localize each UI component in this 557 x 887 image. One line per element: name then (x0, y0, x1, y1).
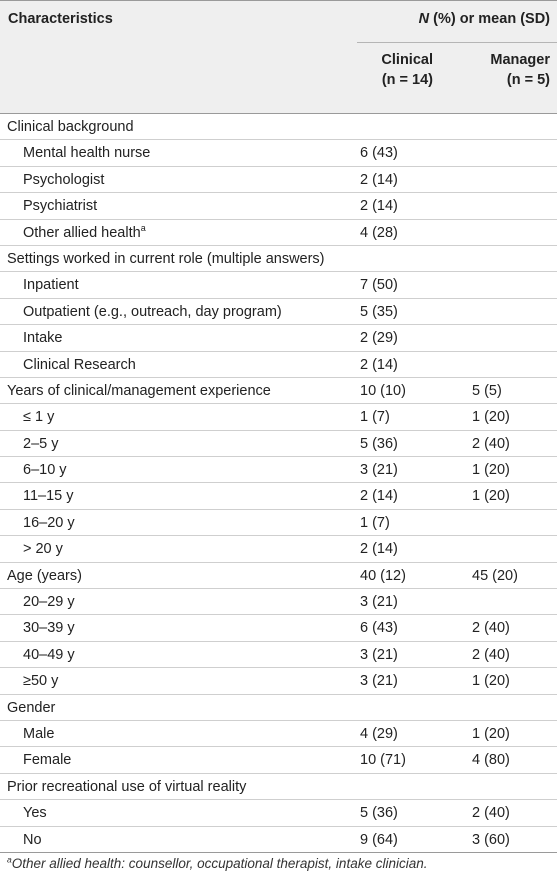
manager-value: 2 (40) (472, 620, 510, 637)
clinical-value: 2 (14) (360, 198, 398, 215)
clinical-value: 4 (28) (360, 224, 398, 241)
manager-value: 2 (40) (472, 646, 510, 663)
header-characteristics: Characteristics (8, 11, 113, 27)
row-label (23, 357, 136, 373)
row-label (23, 832, 42, 848)
table-row (0, 220, 557, 246)
clinical-value: 10 (71) (360, 752, 406, 769)
row-label-text: 30–39 y (23, 620, 75, 637)
clinical-value: 5 (35) (360, 303, 398, 320)
clinical-value: 9 (64) (360, 831, 398, 848)
row-label (23, 462, 67, 478)
table-row (0, 193, 557, 219)
row-label (23, 172, 104, 188)
row-label-text: > 20 y (23, 541, 63, 558)
row-label-text: 40–49 y (23, 646, 75, 663)
row-label (23, 752, 71, 768)
clinical-value: 3 (21) (360, 646, 398, 663)
header-span-rule (357, 42, 557, 43)
manager-value: 1 (20) (472, 409, 510, 426)
table-row (0, 352, 557, 378)
manager-value: 5 (5) (472, 382, 502, 399)
row-label (23, 726, 54, 742)
row-label (23, 594, 75, 610)
row-label-text: Psychologist (23, 171, 105, 188)
row-label-superscript: a (140, 222, 146, 233)
table-row (0, 774, 557, 800)
header-manager (450, 50, 550, 90)
table-row (0, 272, 557, 298)
table-row (0, 642, 557, 668)
table-row (0, 483, 557, 509)
row-label (23, 620, 75, 636)
row-label-text: Gender (7, 699, 56, 716)
footnote-marker: a (7, 854, 12, 865)
row-label (23, 145, 150, 161)
clinical-value: 2 (14) (360, 171, 398, 188)
manager-value: 1 (20) (472, 725, 510, 742)
manager-value: 45 (20) (472, 567, 518, 584)
clinical-value: 2 (14) (360, 488, 398, 505)
row-label (23, 409, 54, 425)
row-label-text: ≤ 1 y (23, 409, 55, 426)
table-header (0, 0, 557, 114)
manager-value: 1 (20) (472, 462, 510, 479)
row-label-text: 20–29 y (23, 594, 75, 611)
row-label-text: Clinical background (7, 119, 134, 135)
clinical-value: 2 (14) (360, 356, 398, 373)
row-label-text: Inpatient (23, 277, 79, 294)
table-row (0, 800, 557, 826)
row-label-text: Male (23, 725, 55, 742)
row-label-text: Other allied health (23, 224, 141, 241)
row-label-text: Psychiatrist (23, 198, 98, 215)
row-label (7, 251, 325, 267)
row-label (23, 277, 79, 293)
table-row (0, 114, 557, 140)
footnote-text: Other allied health: counsellor, occupational therapist, intake clinician. (11, 856, 428, 871)
row-label-text: Clinical Research (23, 356, 136, 373)
table-row (0, 404, 557, 430)
clinical-value: 5 (36) (360, 805, 398, 822)
row-label-text: Yes (23, 805, 47, 822)
table-body (0, 114, 557, 853)
table-row (0, 140, 557, 166)
row-label (23, 515, 75, 531)
row-label (23, 805, 47, 821)
row-label-text: Age (years) (7, 567, 82, 584)
table-row (0, 563, 557, 589)
clinical-value: 5 (36) (360, 435, 398, 452)
manager-value: 4 (80) (472, 752, 510, 769)
table-row (0, 510, 557, 536)
table-row (0, 299, 557, 325)
clinical-value: 4 (29) (360, 725, 398, 742)
row-label-text: Intake (23, 330, 63, 347)
table-row (0, 536, 557, 562)
table-row (0, 325, 557, 351)
manager-value: 3 (60) (472, 831, 510, 848)
table-row (0, 246, 557, 272)
row-label-text: No (23, 831, 42, 848)
header-span-rest: (%) or mean (SD) (429, 11, 550, 27)
row-label (7, 700, 55, 716)
clinical-value: 1 (7) (360, 409, 390, 426)
manager-value: 1 (20) (472, 673, 510, 690)
clinical-value: 1 (7) (360, 514, 390, 531)
table-row (0, 378, 557, 404)
clinical-value: 6 (43) (360, 145, 398, 162)
row-label-text: Prior recreational use of virtual reality (7, 778, 247, 795)
row-label (23, 541, 63, 557)
row-label (7, 119, 134, 135)
header-manager-n: (n = 5) (506, 72, 550, 88)
row-label-text: 6–10 y (23, 462, 67, 479)
row-label-text: Settings worked in current role (multiple answers) (7, 250, 325, 267)
table-footnote (7, 856, 427, 871)
clinical-value: 7 (50) (360, 277, 398, 294)
row-label (23, 222, 146, 241)
row-label-text: Outpatient (e.g., outreach, day program) (23, 303, 282, 320)
clinical-value: 40 (12) (360, 567, 406, 584)
row-label (23, 330, 63, 346)
table-row (0, 747, 557, 773)
row-label (23, 304, 282, 320)
table-row (0, 589, 557, 615)
table-row (0, 695, 557, 721)
manager-value: 1 (20) (472, 488, 510, 505)
clinical-value: 6 (43) (360, 620, 398, 637)
row-label (23, 436, 58, 452)
row-label (7, 779, 246, 795)
manager-value: 2 (40) (472, 805, 510, 822)
clinical-value: 2 (29) (360, 330, 398, 347)
header-manager-name: Manager (490, 52, 550, 68)
header-clinical-n: (n = 14) (381, 72, 433, 88)
clinical-value: 2 (14) (360, 541, 398, 558)
row-label-text: 16–20 y (23, 514, 75, 531)
row-label-text: 11–15 y (23, 488, 74, 505)
clinical-value: 3 (21) (360, 594, 398, 611)
header-clinical (330, 50, 433, 90)
table-row (0, 431, 557, 457)
header-n-symbol: N (418, 11, 430, 27)
manager-value: 2 (40) (472, 435, 510, 452)
row-label (23, 673, 58, 689)
table-row (0, 615, 557, 641)
row-label-text: Years of clinical/management experience (7, 382, 271, 399)
clinical-value: 3 (21) (360, 462, 398, 479)
top-rule (0, 0, 557, 1)
header-clinical-name: Clinical (381, 52, 433, 68)
clinical-value: 3 (21) (360, 673, 398, 690)
row-label (23, 647, 75, 663)
row-label-text: 2–5 y (23, 435, 59, 452)
row-label-text: Female (23, 752, 72, 769)
row-label (23, 488, 74, 504)
table-row (0, 827, 557, 853)
table-row (0, 721, 557, 747)
row-label-text: Mental health nurse (23, 145, 151, 162)
table-row (0, 668, 557, 694)
row-label (23, 198, 97, 214)
table-row (0, 457, 557, 483)
row-label (7, 383, 271, 399)
row-label-text: ≥50 y (23, 673, 59, 690)
clinical-value: 10 (10) (360, 382, 406, 399)
row-label (7, 568, 82, 584)
header-n-percent-mean-sd (360, 11, 550, 27)
table-row (0, 167, 557, 193)
